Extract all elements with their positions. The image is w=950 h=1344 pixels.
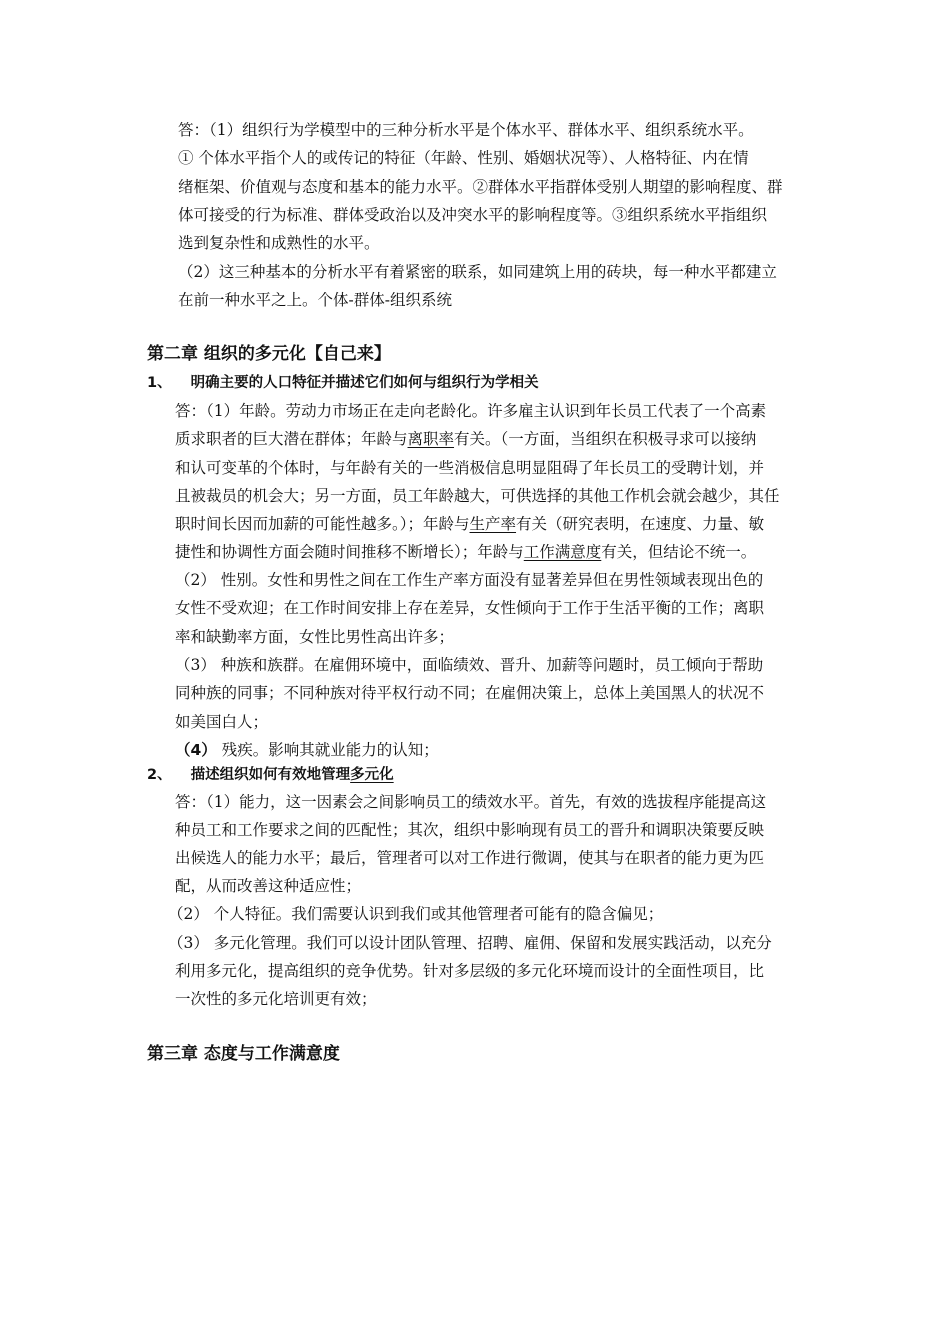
q2-answer-line-2: 种员工和工作要求之间的匹配性；其次，组织中影响现有员工的晋升和调职决策要反映 (175, 821, 765, 839)
q1-answer-line-4: 且被裁员的机会大；另一方面，员工年龄越大，可供选择的其他工作机会就会越少，其任 (175, 487, 780, 505)
q1-answer-line-6: 捷性和协调性方面会随时间推移不断增长）；年龄与工作满意度有关，但结论不统一。 (175, 543, 757, 561)
intro-line-6: （2）这三种基本的分析水平有着紧密的联系，如同建筑上用的砖块，每一种水平都建立 (178, 263, 777, 281)
question-1-number: 1、 (147, 375, 172, 391)
q2-answer-line-4: 配，从而改善这种适应性； (175, 877, 362, 895)
q1-gender-line-3: 率和缺勤率方面，女性比男性高出许多； (175, 628, 455, 646)
question-2 (147, 763, 394, 787)
intro-line-5: 选到复杂性和成熟性的水平。 (178, 234, 380, 252)
question-1-text: 明确主要的人口特征并描述它们如何与组织行为学相关 (190, 375, 539, 391)
q1-race-line-3: 如美国白人； (175, 713, 269, 731)
term-turnover-rate: 离职率 (407, 430, 455, 448)
q1-race-line-2: 同种族的同事；不同种族对待平权行动不同；在雇佣决策上，总体上美国黑人的状况不 (175, 684, 765, 702)
intro-line-3: 绪框架、价值观与态度和基本的能力水平。②群体水平指群体受别人期望的影响程度、群 (178, 178, 783, 196)
q2-diversity-line-3: 一次性的多元化培训更有效； (175, 990, 377, 1008)
intro-line-7: 在前一种水平之上。个体-群体-组织系统 (178, 291, 452, 309)
q1-answer-line-5: 职时间长因而加薪的可能性越多。）；年龄与生产率有关（研究表明，在速度、力量、敏 (175, 515, 765, 533)
question-2-number: 2、 (147, 767, 172, 783)
chapter-3-title: 第三章 态度与工作满意度 (147, 1044, 340, 1064)
q1-gender-line-1: （2） 性别。女性和男性之间在工作生产率方面没有显著差异但在男性领域表现出色的 (175, 571, 764, 589)
q1-answer-line-2: 质求职者的巨大潜在群体；年龄与离职率有关。（一方面，当组织在积极寻求可以接纳 (175, 430, 757, 448)
intro-line-1: 答：（1）组织行为学模型中的三种分析水平是个体水平、群体水平、组织系统水平。 (178, 121, 754, 139)
q2-diversity-line-1: （3） 多元化管理。我们可以设计团队管理、招聘、雇佣、保留和发展实践活动，以充分 (168, 934, 772, 952)
intro-line-4: 体可接受的行为标准、群体受政治以及冲突水平的影响程度等。③组织系统水平指组织 (178, 206, 768, 224)
q1-disability-line: （4） 残疾。影响其就业能力的认知； (175, 741, 439, 759)
q2-answer-line-3: 出候选人的能力水平；最后，管理者可以对工作进行微调，使其与在职者的能力更为匹 (175, 849, 765, 867)
disability-number: （4） (175, 741, 217, 759)
q2-answer-line-1: 答：（1）能力，这一因素会之间影响员工的绩效水平。首先，有效的选拔程序能提高这 (175, 793, 767, 811)
q2-personal-line: （2） 个人特征。我们需要认识到我们或其他管理者可能有的隐含偏见； (168, 905, 664, 923)
question-1 (147, 371, 539, 395)
q1-answer-line-1: 答：（1）年龄。劳动力市场正在走向老龄化。许多雇主认识到年长员工代表了一个高素 (175, 402, 767, 420)
q1-gender-line-2: 女性不受欢迎；在工作时间安排上存在差异，女性倾向于工作于生活平衡的工作；离职 (175, 599, 765, 617)
chapter-2-title: 第二章 组织的多元化【自己来】 (147, 344, 391, 364)
q1-race-line-1: （3） 种族和族群。在雇佣环境中，面临绩效、晋升、加薪等问题时，员工倾向于帮助 (175, 656, 764, 674)
intro-line-2: ① 个体水平指个人的或传记的特征（年龄、性别、婚姻状况等）、人格特征、内在情 (178, 149, 749, 167)
question-2-text: 描述组织如何有效地管理多元化 (190, 767, 394, 783)
term-diversity: 多元化 (350, 767, 394, 783)
term-job-satisfaction: 工作满意度 (523, 543, 602, 561)
q2-diversity-line-2: 利用多元化，提高组织的竞争优势。针对多层级的多元化环境而设计的全面性项目，比 (175, 962, 765, 980)
q1-answer-line-3: 和认可变革的个体时，与年龄有关的一些消极信息明显阻碍了年长员工的受聘计划，并 (175, 459, 765, 477)
term-productivity: 生产率 (469, 515, 517, 533)
